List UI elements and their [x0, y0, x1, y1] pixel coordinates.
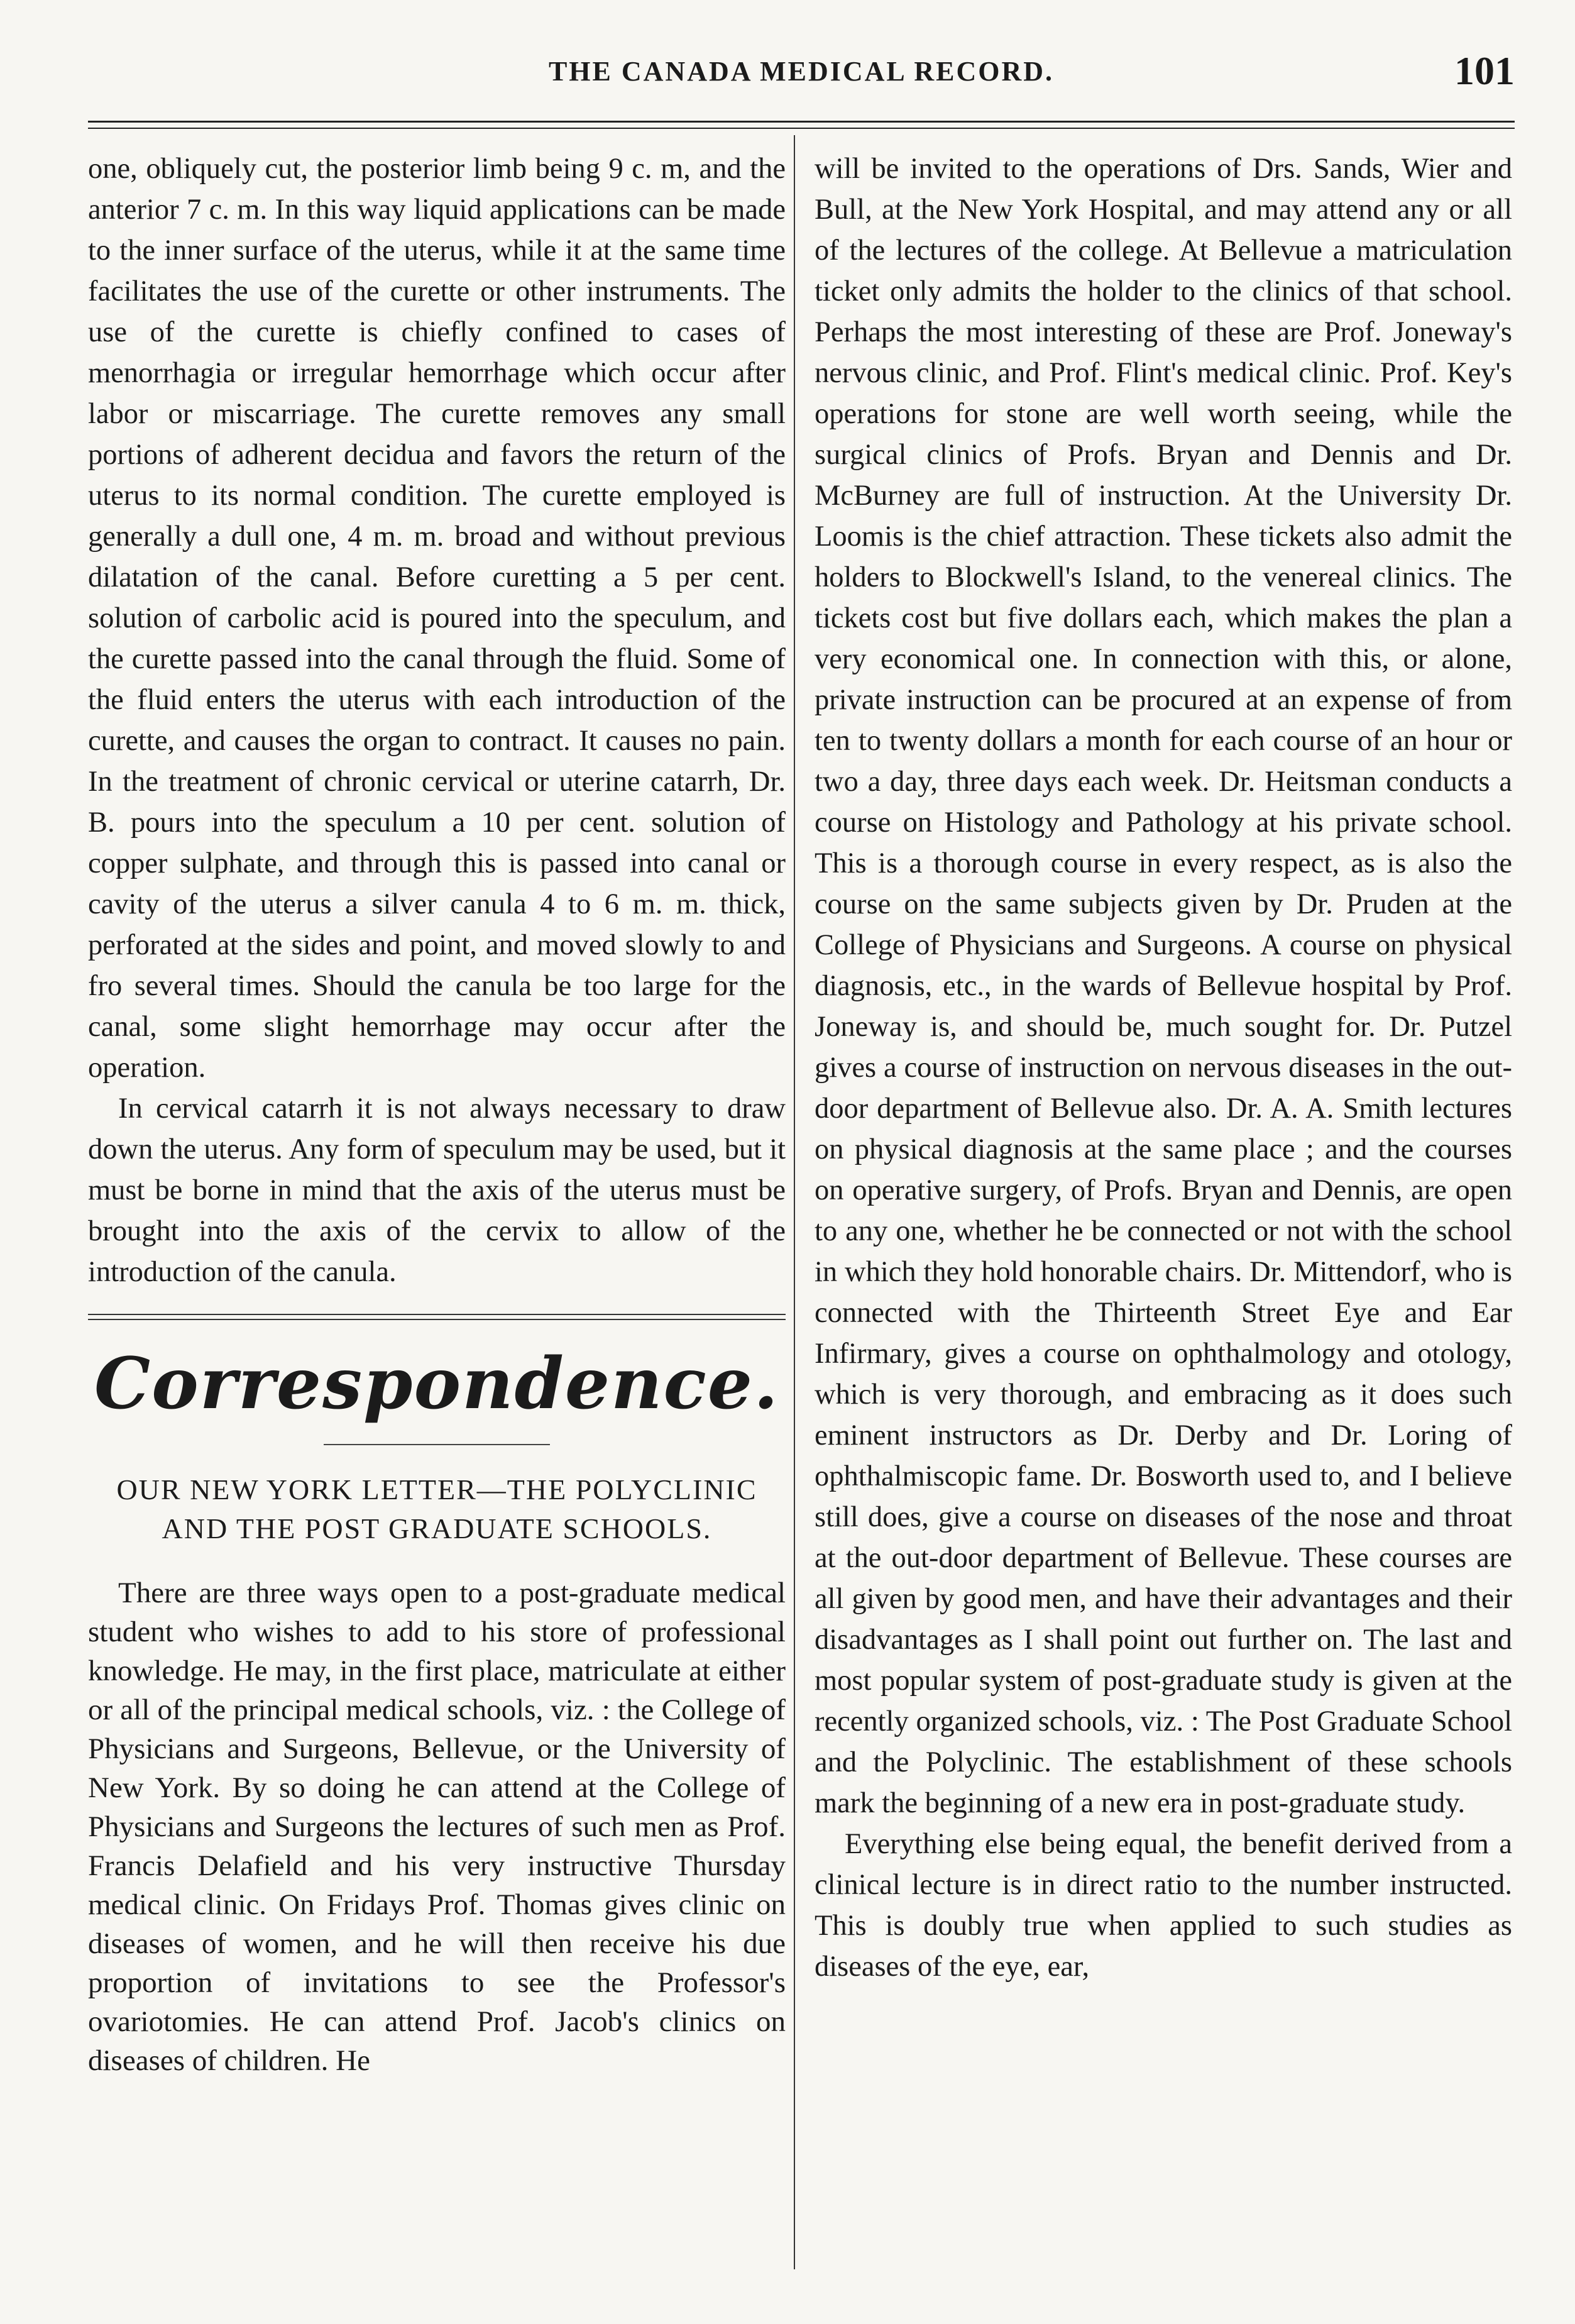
page-header — [88, 44, 1515, 101]
header-rule — [88, 121, 1515, 129]
right-column — [815, 148, 1512, 1987]
article-paragraph-1: There are three ways open to a post-graduate medical student who wishes to add to his store of professional knowledge. He may, in the first place, matriculate at either or all of the principal medical schools, viz. : the College of Physicians and Surgeons, Bellevue, or the University of New York. By so doing he can attend at the College of Physicians and Surgeons the lectures of such men as Prof. Francis Delafield and his very instructive Thursday medical clinic. On Fridays Prof. Thomas gives clinic on diseases of women, and he will then receive his due proportion of invitations to see the Professor's ovariotomies. He can attend Prof. Jacob's clinics on diseases of children. He — [88, 1577, 786, 2077]
left-paragraph-1: one, obliquely cut, the posterior limb being 9 c. m, and the anterior 7 c. m. In this way liquid applications can be made to the inner surface of the uterus, while it at the same time facilitates the use of the curette or other instruments. The use of the curette is chiefly confined to cases of menorrhagia or irregular hemorrhage which occur after labor or miscarriage. The curette removes any small portions of adherent decidua and favors the return of the uterus to its normal condition. The curette employed is generally a dull one, 4 m. m. broad and without previous dilatation of the canal. Before curetting a 5 per cent. solution of carbolic acid is poured into the speculum, and the curette passed into the canal through the fluid. Some of the fluid enters the uterus with each introduction of the curette, and causes the organ to contract. It causes no pain. In the treatment of chronic cervical or uterine catarrh, Dr. B. pours into the speculum a 10 per cent. solution of copper sulphate, and through this is passed into canal or cavity of the uterus a silver canula 4 to 6 m. m. thick, perforated at the sides and point, and moved slowly to and fro several times. Should the canula be too large for the canal, some slight hemorrhage may occur after the operation. — [88, 153, 786, 1084]
left-paragraph-2: In cervical catarrh it is not always necessary to draw down the uterus. Any form of speculum may be used, but it must be borne in mind that the axis of the uterus must be brought into the axis of the cervix to allow of the introduction of the canula. — [88, 1093, 786, 1288]
page-number: 101 — [1454, 48, 1515, 93]
heading-underline — [324, 1444, 550, 1445]
article-title: OUR NEW YORK LETTER—THE POLYCLINIC AND THE POST GRADUATE SCHOOLS. — [116, 1473, 757, 1545]
running-head: THE CANADA MEDICAL RECORD. — [548, 56, 1055, 87]
section-rule — [88, 1314, 786, 1320]
left-column — [88, 148, 786, 2080]
article-body — [88, 1573, 786, 2080]
right-paragraph-1: will be invited to the operations of Drs. Sands, Wier and Bull, at the New York Hospital, and may attend any or all of the lectures of the college. At Bellevue a matriculation ticket only admits the holder to the clinics of that school. Perhaps the most interesting of these are Prof. Joneway's nervous clinic, and Prof. Flint's medical clinic. Prof. Key's operations for stone are well worth seeing, while the surgical clinics of Profs. Bryan and Dennis and Dr. McBurney are full of instruction. At the University Dr. Loomis is the chief attraction. These tickets also admit the holders to Blockwell's Island, to the venereal clinics. The tickets cost but five dollars each, which makes the plan a very economical one. In connection with this, or alone, private instruction can be procured at an expense of from ten to twenty dollars a month for each course of an hour or two a day, three days each week. Dr. Heitsman conducts a course on Histology and Pathology at his private school. This is a thorough course in every respect, as is also the course on the same subjects given by Dr. Pruden at the College of Physicians and Surgeons. A course on physical diagnosis, etc., in the wards of Bellevue hospital by Prof. Joneway is, and should be, much sought for. Dr. Putzel gives a course of instruction on nervous diseases in the out-door department of Bellevue also. Dr. A. A. Smith lectures on physical diagnosis at the same place ; and the courses on operative surgery, of Profs. Bryan and Dennis, are open to any one, whether he be connected or not with the school in which they hold honorable chairs. Dr. Mittendorf, who is connected with the Thirteenth Street Eye and Ear Infirmary, gives a course on ophthalmology and otology, which is very thorough, and embracing as it does such eminent instructors as Dr. Derby and Dr. Loring of ophthalmiscopic fame. Dr. Bosworth used to, and I believe still does, give a course on diseases of the nose and throat at the out-door department of Bellevue. These courses are all given by good men, and have their advantages and their disadvantages as I shall point out further on. The last and most popular system of post-graduate study is given at the recently organized schools, viz. : The Post Graduate School and the Polyclinic. The establishment of these schools mark the beginning of a new era in post-graduate study. — [815, 153, 1512, 1819]
column-divider — [794, 135, 795, 2269]
section-heading: Correspondence. — [94, 1343, 780, 1425]
right-paragraph-2: Everything else being equal, the benefit derived from a clinical lecture is in direct ratio to the number instructed. This is doubly true when applied to such studies as diseases of the eye, ear, — [815, 1828, 1512, 1983]
